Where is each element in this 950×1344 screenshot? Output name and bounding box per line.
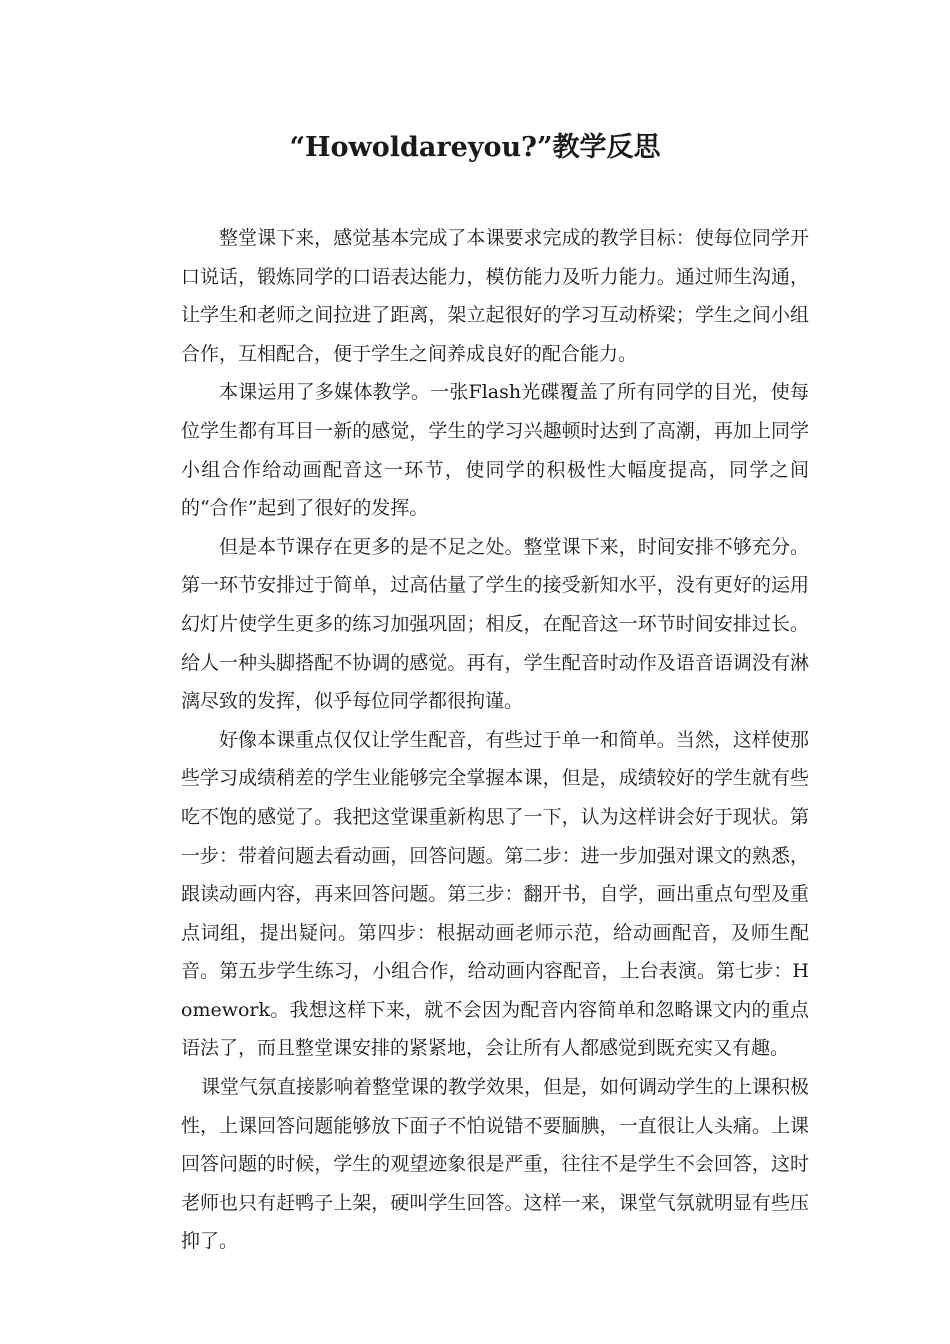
paragraph-4: 好像本课重点仅仅让学生配音，有些过于单一和简单。当然，这样使那些学习成绩稍差的学生业能够完全掌握本课，但是，成绩较好的学生就有些吃不饱的感觉了。我把这堂课重新构思了一下，认为这样讲会好于现状。第一步：带着问题去看动画，回答问题。第二步：进一步加强对课文的熟悉，跟读动画内容，再来回答问题。第三步：翻开书，自学，画出重点句型及重点词组，提出疑问。第四步：根据动画老师示范，给动画配音，及师生配音。第五步学生练习，小组合作，给动画内容配音，上台表演。第七步：Homework。我想这样下来，就不会因为配音内容简单和忽略课文内的重点语法了，而且整堂课安排的紧紧地，会让所有人都感觉到既充实又有趣。 (181, 728, 809, 1060)
paragraph-1: 整堂课下来，感觉基本完成了本课要求完成的教学目标：使每位同学开口说话，锻炼同学的口语表达能力，模仿能力及听力能力。通过师生沟通，让学生和老师之间拉进了距离，架立起很好的学习互动桥梁；学生之间小组合作，互相配合，便于学生之间养成良好的配合能力。 (181, 227, 809, 365)
paragraph-2: 本课运用了多媒体教学。一张Flash光碟覆盖了所有同学的目光，使每位学生都有耳目一新的感觉，学生的学习兴趣顿时达到了高潮，再加上同学小组合作给动画配音这一环节，使同学的积极性大幅度提高，同学之间的“合作”起到了很好的发挥。 (181, 381, 809, 520)
document-body (181, 219, 809, 1261)
paragraph-3: 但是本节课存在更多的是不足之处。整堂课下来，时间安排不够充分。第一环节安排过于简单，过高估量了学生的接受新知水平，没有更好的运用幻灯片使学生更多的练习加强巩固；相反，在配音这一环节时间安排过长。给人一种头脚搭配不协调的感觉。再有，学生配音时动作及语音语调没有淋漓尽致的发挥，似乎每位同学都很拘谨。 (181, 535, 809, 713)
paragraph-5: 课堂气氛直接影响着整堂课的教学效果，但是，如何调动学生的上课积极性，上课回答问题能够放下面子不怕说错不要腼腆，一直很让人头痛。上课回答问题的时候，学生的观望迹象很是严重，往往不是学生不会回答，这时老师也只有赶鸭子上架，硬叫学生回答。这样一来，课堂气氛就明显有些压抑了。 (181, 1076, 810, 1253)
document-title: “Howoldareyou?”教学反思 (289, 132, 661, 163)
